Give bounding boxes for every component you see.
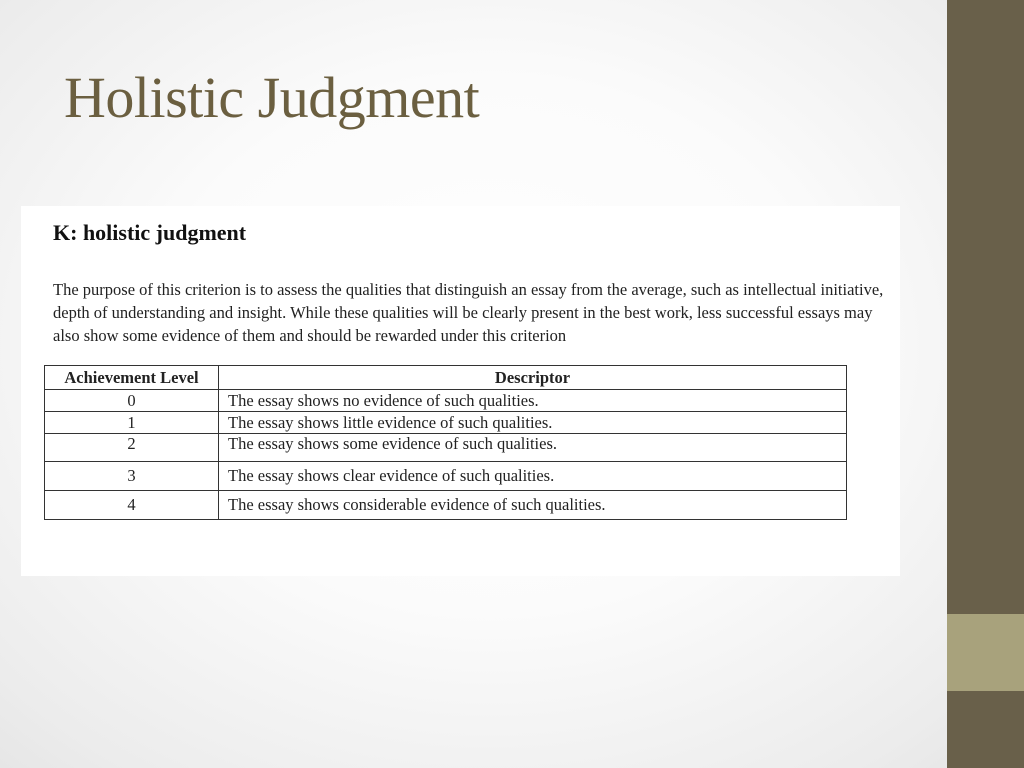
level-cell: 3 bbox=[45, 462, 219, 491]
document-paragraph: The purpose of this criterion is to assess the qualities that distinguish an essay from the average, such as intellectual initiative, depth of understanding and insight. While these qualities will be clearly present in the best work, less successful essays may also show some evidence of them and should be rewarded under this criterion bbox=[53, 280, 884, 345]
table-row bbox=[45, 390, 847, 412]
table-row bbox=[45, 412, 847, 434]
table-row bbox=[45, 491, 847, 520]
level-cell: 4 bbox=[45, 491, 219, 520]
level-cell: 2 bbox=[45, 434, 219, 462]
slide-title: Holistic Judgment bbox=[64, 65, 480, 130]
document-heading: K: holistic judgment bbox=[53, 220, 247, 245]
header-descriptor: Descriptor bbox=[219, 366, 847, 390]
descriptor-cell: The essay shows some evidence of such qualities. bbox=[219, 434, 847, 462]
document-image bbox=[21, 206, 900, 576]
rubric-table bbox=[44, 365, 847, 520]
descriptor-cell: The essay shows no evidence of such qualities. bbox=[219, 390, 847, 412]
descriptor-cell: The essay shows clear evidence of such qualities. bbox=[219, 462, 847, 491]
header-achievement-level: Achievement Level bbox=[45, 366, 219, 390]
level-cell: 0 bbox=[45, 390, 219, 412]
sidebar-accent-block bbox=[947, 614, 1024, 691]
table-row bbox=[45, 462, 847, 491]
descriptor-cell: The essay shows considerable evidence of such qualities. bbox=[219, 491, 847, 520]
descriptor-cell: The essay shows little evidence of such qualities. bbox=[219, 412, 847, 434]
table-header-row bbox=[45, 366, 847, 390]
level-cell: 1 bbox=[45, 412, 219, 434]
table-row bbox=[45, 434, 847, 462]
